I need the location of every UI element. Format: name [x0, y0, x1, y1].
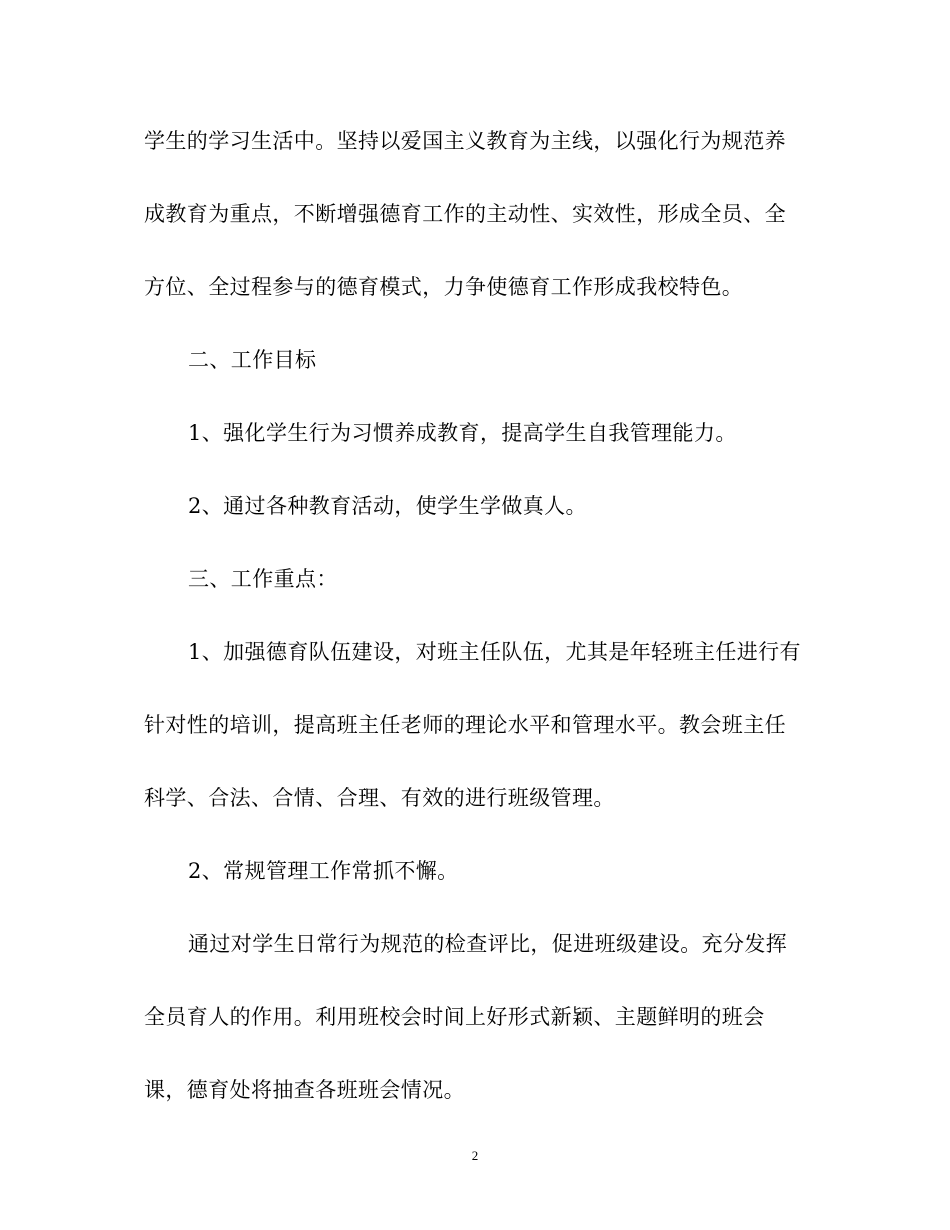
text-line: 课，德育处将抽查各班班会情况。	[144, 1078, 465, 1102]
text-line: 全员育人的作用。利用班校会时间上好形式新颖、主题鲜明的班会	[144, 1005, 765, 1029]
section-heading-goals: 二、工作目标	[188, 348, 317, 372]
text-line: 方位、全过程参与的德育模式，力争使德育工作形成我校特色。	[144, 275, 744, 299]
section-heading-focus: 三、工作重点：	[188, 567, 338, 591]
page-number: 2	[471, 1148, 479, 1163]
list-item: 1、强化学生行为习惯养成教育，提高学生自我管理能力。	[188, 421, 737, 445]
text-line: 学生的学习生活中。坚持以爱国主义教育为主线，以强化行为规范养	[144, 129, 786, 153]
text-line: 成教育为重点，不断增强德育工作的主动性、实效性，形成全员、全	[144, 202, 786, 226]
document-body	[144, 120, 808, 1142]
text-line: 针对性的培训，提高班主任老师的理论水平和管理水平。教会班主任	[144, 713, 786, 737]
list-item: 2、通过各种教育活动，使学生学做真人。	[188, 494, 587, 518]
list-item: 2、常规管理工作常抓不懈。	[188, 859, 459, 883]
list-item: 1、加强德育队伍建设，对班主任队伍，尤其是年轻班主任进行有	[188, 640, 801, 664]
paragraph-start: 通过对学生日常行为规范的检查评比，促进班级建设。充分发挥	[188, 932, 788, 956]
text-line: 科学、合法、合情、合理、有效的进行班级管理。	[144, 786, 615, 810]
